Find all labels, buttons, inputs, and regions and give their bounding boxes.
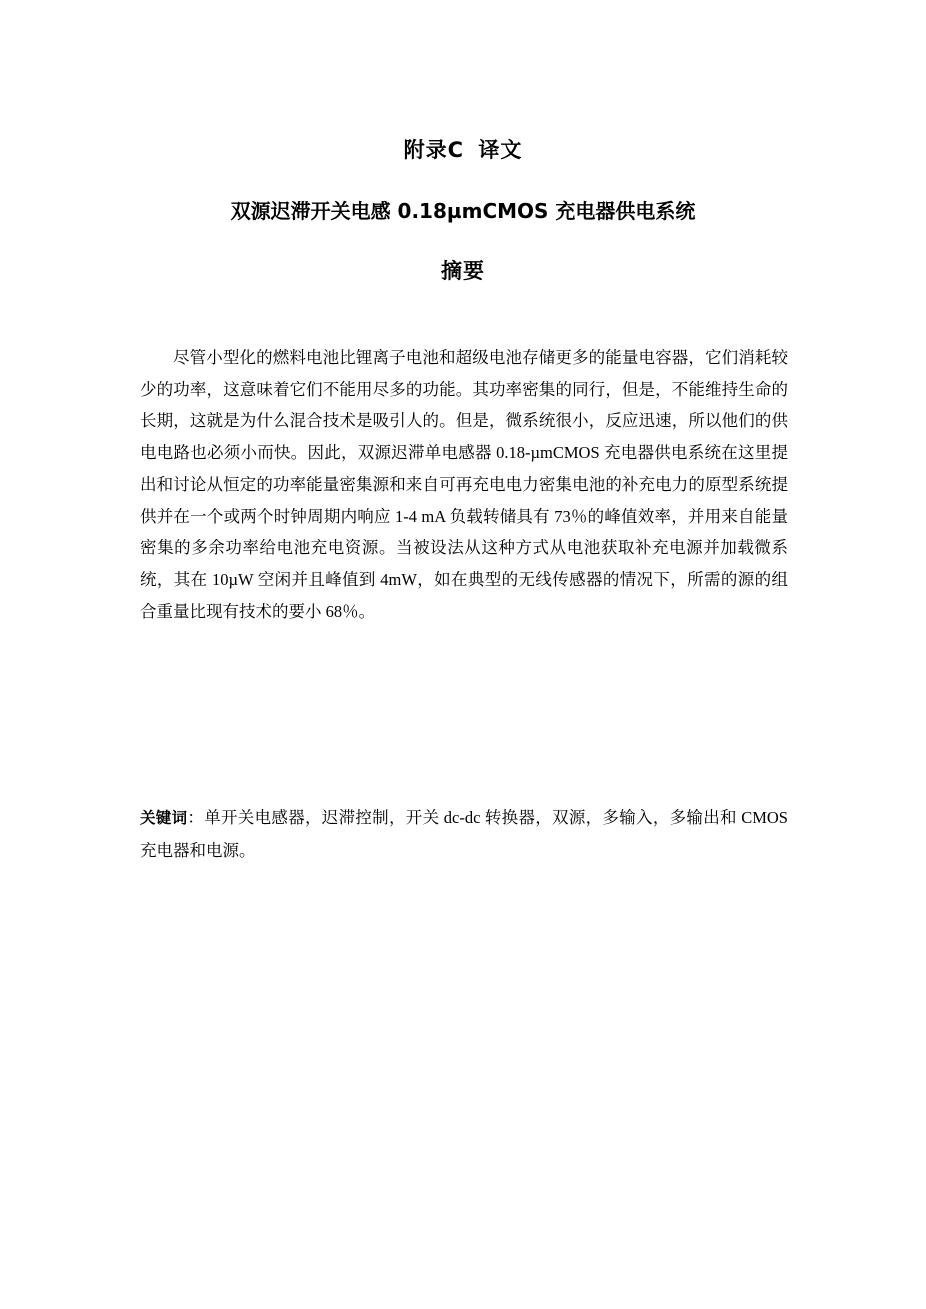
paper-title: 双源迟滞开关电感 0.18µmCMOS 充电器供电系统 [230,199,696,223]
appendix-heading: 附录C 译文 [403,138,523,162]
abstract-paragraph: 尽管小型化的燃料电池比锂离子电池和超级电池存储更多的能量电容器，它们消耗较少的功率，这意味着它们不能用尽多的功能。其功率密集的同行，但是，不能维持生命的长期，这就是为什么混合技术是吸引人的。但是，微系统很小，反应迅速，所以他们的供电电路也必须小而快。因此，双源迟滞单电感器 0.18-µmCMOS 充电器供电系统在这里提出和讨论从恒定的功率能量密集源和来自可再充电电力密集电池的补充电力的原型系统提供并在一个或两个时钟周期内响应 1-4 mA 负载转储具有 73％的峰值效率，并用来自能量密集的多余功率给电池充电资源。当被设法从这种方式从电池获取补充电源并加载微系统，其在 10µW 空闲并且峰值到 4mW，如在典型的无线传感器的情况下，所需的源的组合重量比现有技术的要小 68％。 [140,348,788,621]
keywords-label: 关键词 [140,809,188,827]
keywords-paragraph [140,802,788,866]
keywords-text: 单开关电感器，迟滞控制，开关 dc-dc 转换器，双源，多输入，多输出和 CMOS 充电器和电源。 [140,808,788,860]
abstract-heading: 摘要 [441,259,485,283]
keywords-separator: ： [187,808,205,827]
